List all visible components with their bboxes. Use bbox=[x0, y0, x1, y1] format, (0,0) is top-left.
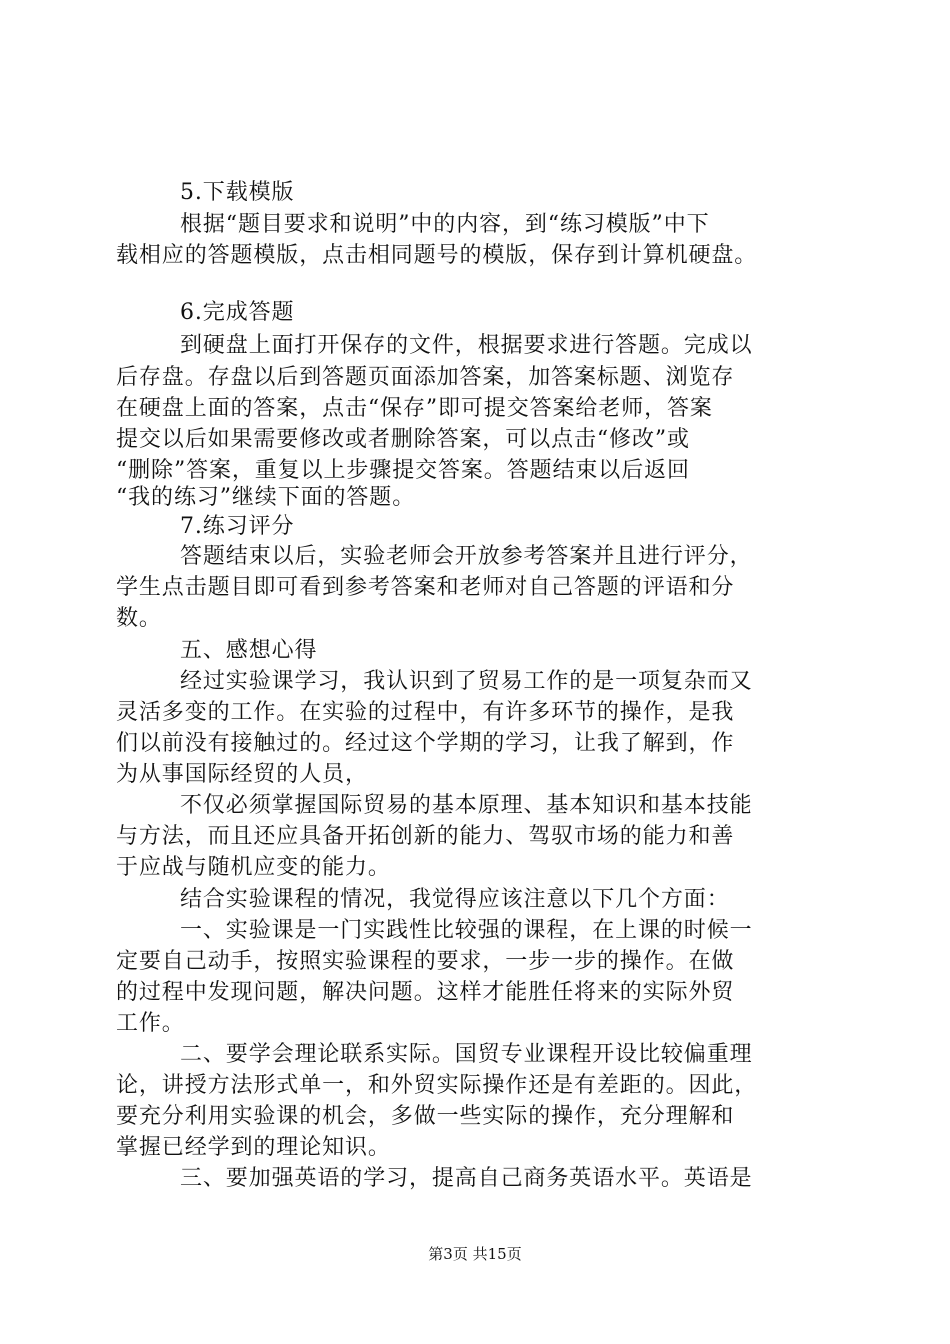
paragraph-line: 三、要加强英语的学习，提高自己商务英语水平。英语是 bbox=[180, 1166, 753, 1191]
paragraph-line: 定要自己动手，按照实验课程的要求，一步一步的操作。在做 bbox=[116, 949, 735, 974]
paragraph-line: 为从事国际经贸的人员， bbox=[116, 762, 368, 787]
paragraph-line: 提交以后如果需要修改或者删除答案，可以点击“修改”或 bbox=[116, 427, 690, 452]
paragraph-line: 要充分利用实验课的机会，多做一些实际的操作，充分理解和 bbox=[116, 1104, 735, 1129]
paragraph-line: 在硬盘上面的答案，点击“保存”即可提交答案给老师，答案 bbox=[116, 396, 713, 421]
heading-reflections: 五、感想心得 bbox=[180, 638, 318, 663]
paragraph-line: 经过实验课学习，我认识到了贸易工作的是一项复杂而又 bbox=[180, 669, 753, 694]
paragraph-line: 载相应的答题模版，点击相同题号的模版，保存到计算机硬盘。 bbox=[116, 243, 758, 268]
heading-download-template: 5.下载模版 bbox=[180, 180, 295, 205]
paragraph-line: 掌握已经学到的理论知识。 bbox=[116, 1135, 391, 1160]
paragraph-line: 数。 bbox=[116, 606, 162, 631]
paragraph-line: 的过程中发现问题，解决问题。这样才能胜任将来的实际外贸 bbox=[116, 980, 735, 1005]
paragraph-line: 们以前没有接触过的。经过这个学期的学习，让我了解到，作 bbox=[116, 731, 735, 756]
paragraph-line: “我的练习”继续下面的答题。 bbox=[116, 485, 416, 510]
paragraph-line: 二、要学会理论联系实际。国贸专业课程开设比较偏重理 bbox=[180, 1042, 753, 1067]
paragraph-line: 后存盘。存盘以后到答题页面添加答案，加答案标题、浏览存 bbox=[116, 365, 735, 390]
paragraph-line: 答题结束以后，实验老师会开放参考答案并且进行评分， bbox=[180, 544, 753, 569]
heading-complete-answer: 6.完成答题 bbox=[180, 300, 295, 325]
paragraph-line: 学生点击题目即可看到参考答案和老师对自己答题的评语和分 bbox=[116, 575, 735, 600]
paragraph-line: 于应战与随机应变的能力。 bbox=[116, 855, 391, 880]
paragraph-line: 不仅必须掌握国际贸易的基本原理、基本知识和基本技能 bbox=[180, 793, 753, 818]
paragraph-line: 灵活多变的工作。在实验的过程中，有许多环节的操作，是我 bbox=[116, 700, 735, 725]
page-number-footer: 第3页 共15页 bbox=[428, 1245, 522, 1263]
paragraph-line: 到硬盘上面打开保存的文件，根据要求进行答题。完成以 bbox=[180, 333, 753, 358]
heading-practice-score: 7.练习评分 bbox=[180, 514, 295, 539]
paragraph-line: 与方法，而且还应具备开拓创新的能力、驾驭市场的能力和善 bbox=[116, 824, 735, 849]
paragraph-line: 根据“题目要求和说明”中的内容，到“练习模版”中下 bbox=[180, 212, 710, 237]
paragraph-line: 结合实验课程的情况，我觉得应该注意以下几个方面： bbox=[180, 887, 730, 912]
paragraph-line: 一、实验课是一门实践性比较强的课程，在上课的时候一 bbox=[180, 918, 753, 943]
paragraph-line: 工作。 bbox=[116, 1011, 185, 1036]
paragraph-line: 论，讲授方法形式单一，和外贸实际操作还是有差距的。因此， bbox=[116, 1073, 758, 1098]
paragraph-line: “删除”答案，重复以上步骤提交答案。答题结束以后返回 bbox=[116, 458, 690, 483]
